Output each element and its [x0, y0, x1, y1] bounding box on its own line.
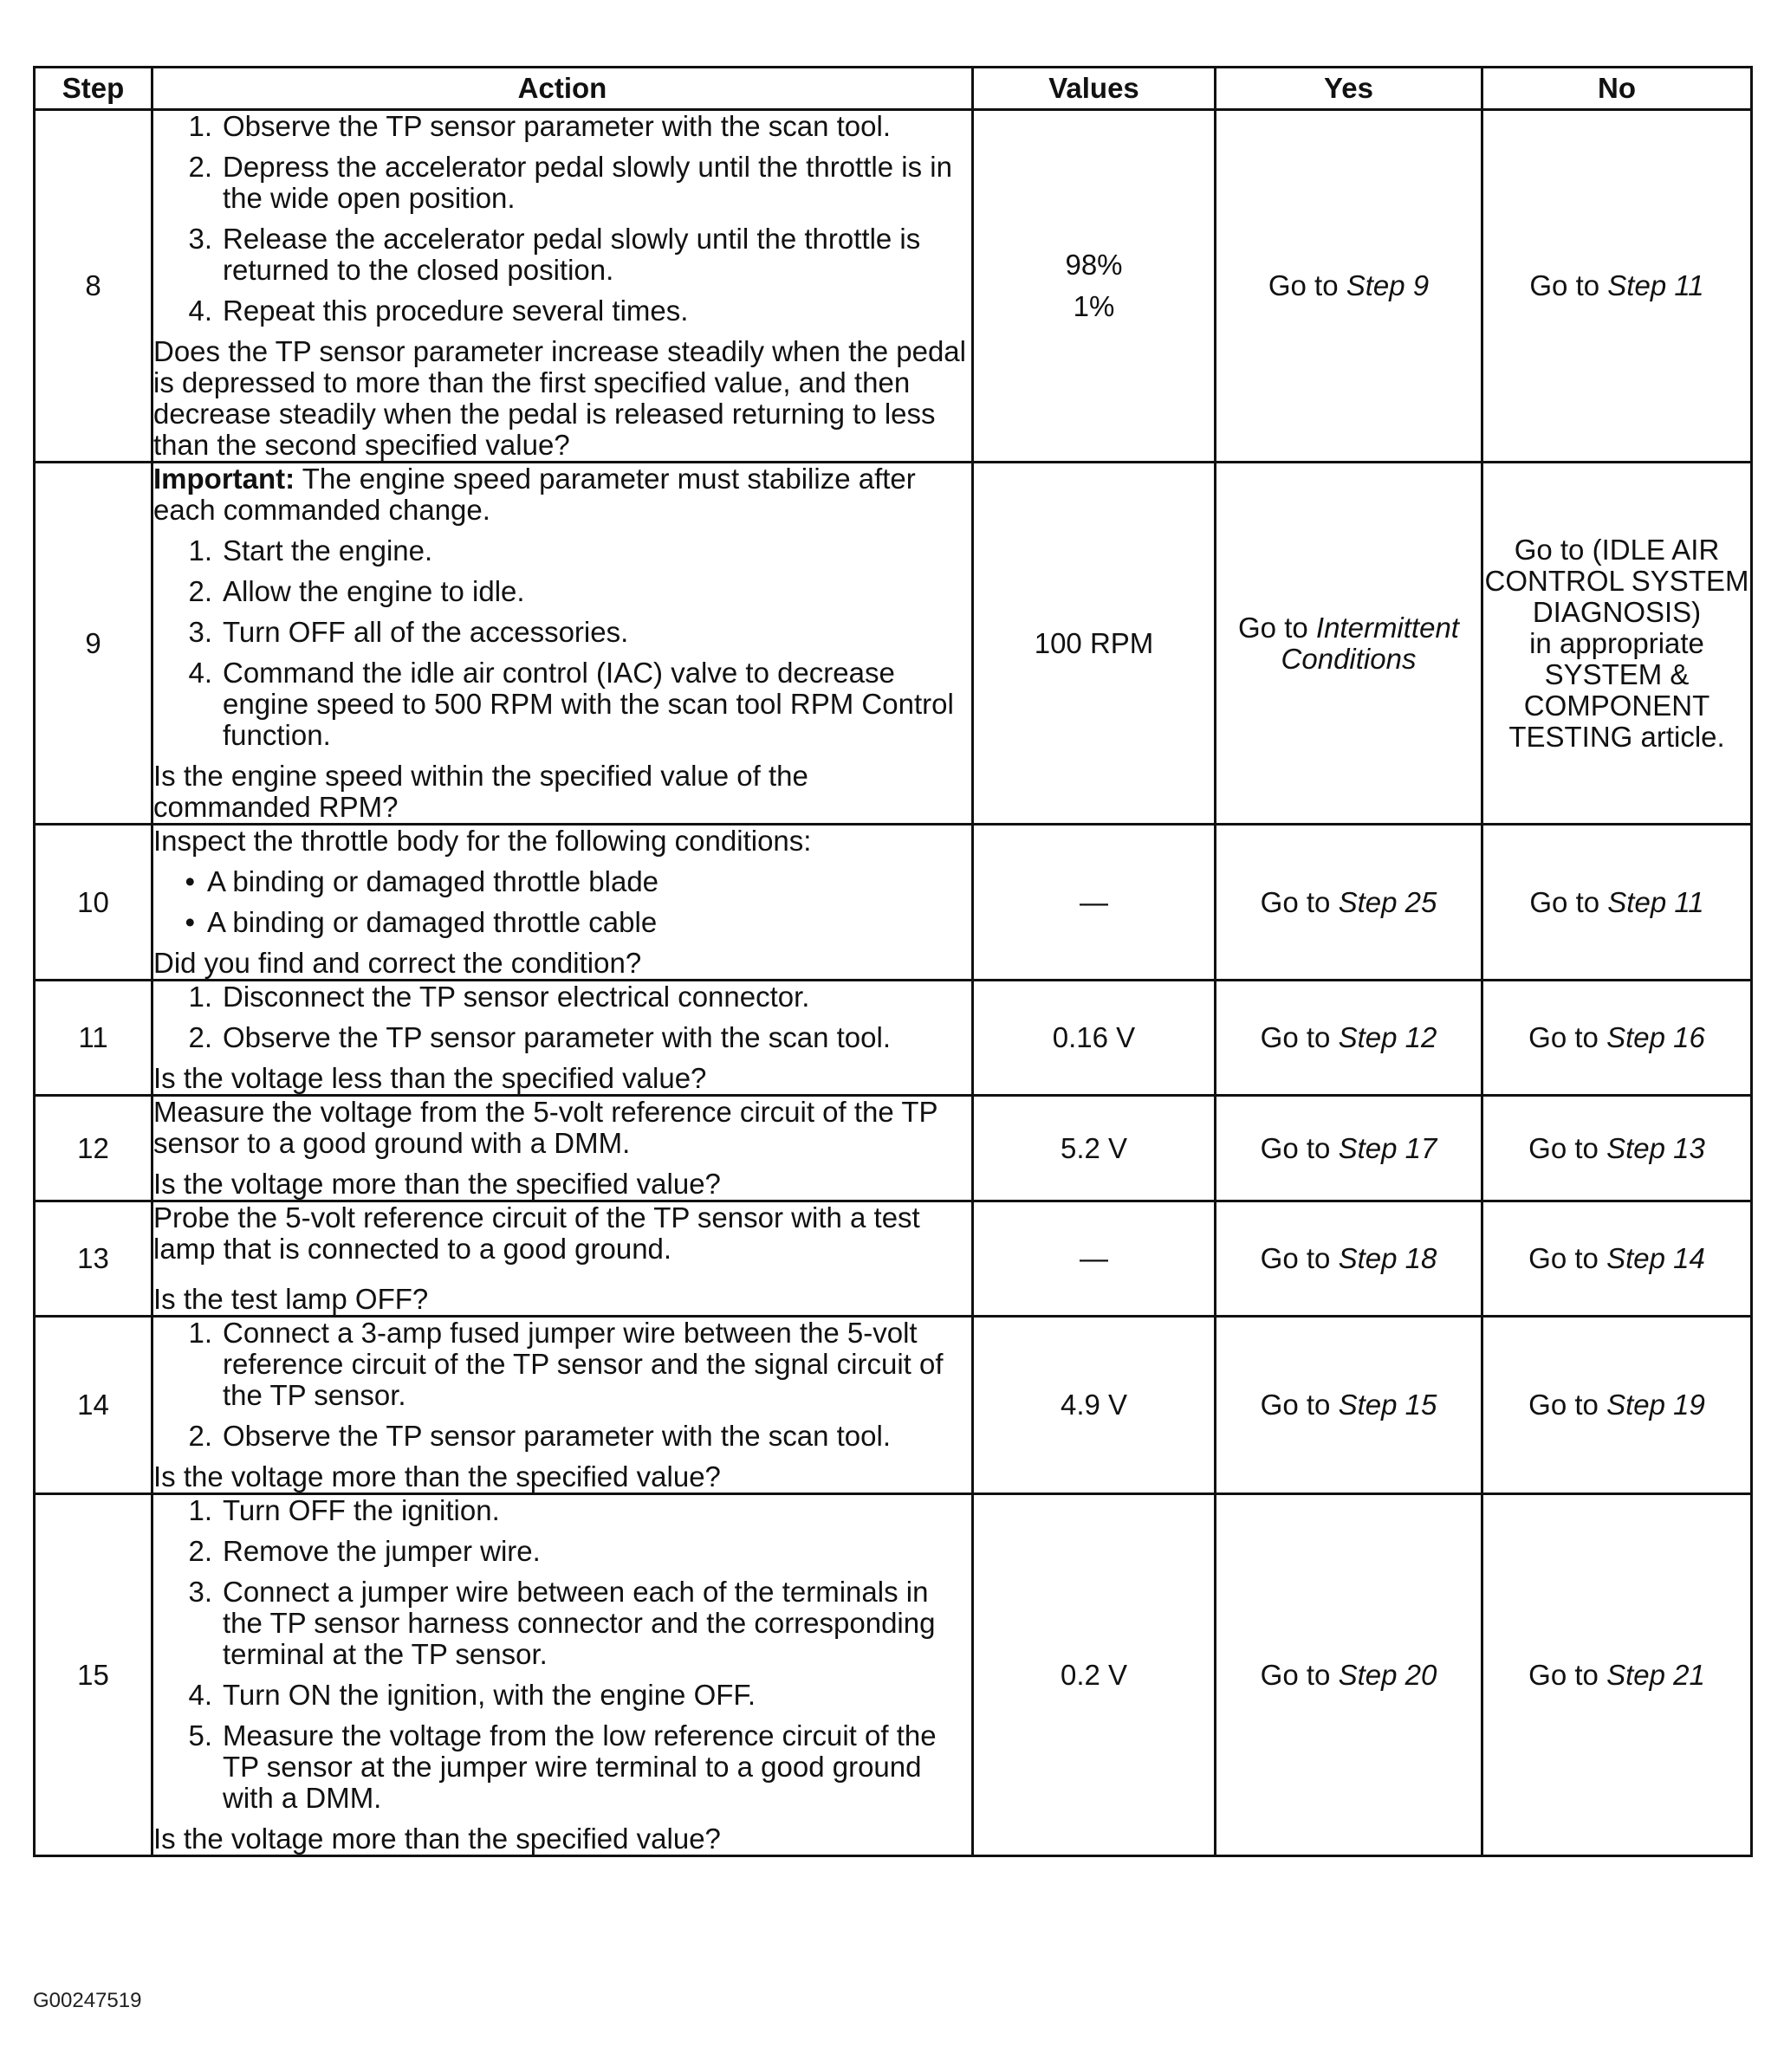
- action-item: [153, 223, 971, 286]
- item-number: 1.: [188, 534, 212, 567]
- yes-link[interactable]: Step 17: [1338, 1131, 1437, 1164]
- item-text: Measure the voltage from the low reference circuit of the TP sensor at the jumper wire terminal to a good ground with a DMM.: [223, 1719, 937, 1814]
- action-item: [153, 295, 971, 327]
- values-cell: [973, 110, 1216, 463]
- action-item: [153, 576, 971, 607]
- values-cell: 100 RPM: [973, 463, 1216, 825]
- yes-prefix: Go to: [1260, 1131, 1339, 1164]
- no-cell: [1482, 110, 1752, 463]
- yes-prefix: Go to: [1260, 1021, 1339, 1053]
- no-prefix: Go to: [1528, 1021, 1607, 1053]
- action-question: Is the voltage more than the specified value?: [153, 1823, 721, 1855]
- action-item: [153, 657, 971, 751]
- action-item: [153, 1022, 971, 1053]
- action-cell: [152, 981, 973, 1096]
- action-item: [153, 535, 971, 567]
- yes-cell: [1216, 1201, 1482, 1317]
- yes-cell: [1216, 1317, 1482, 1494]
- values-cell: —: [973, 825, 1216, 981]
- item-number: 3.: [188, 223, 212, 255]
- item-text: Connect a 3-amp fused jumper wire between the 5-volt reference circuit of the TP sensor and the signal circuit of the TP sensor.: [223, 1317, 944, 1411]
- no-line: TESTING article.: [1508, 720, 1725, 753]
- item-text: Depress the accelerator pedal slowly until the throttle is in the wide open position.: [223, 151, 952, 214]
- action-item: [153, 152, 971, 214]
- action-cell: [152, 463, 973, 825]
- yes-link[interactable]: Step 18: [1338, 1242, 1437, 1274]
- header-yes: Yes: [1216, 68, 1482, 110]
- no-link[interactable]: Step 21: [1606, 1658, 1705, 1691]
- item-number: 2.: [188, 1420, 212, 1452]
- condition-item: [153, 866, 971, 897]
- item-text: Release the accelerator pedal slowly until the throttle is returned to the closed position.: [223, 223, 921, 286]
- item-number: 1.: [188, 110, 212, 142]
- action-item: [153, 1318, 971, 1411]
- no-prefix: Go to: [1529, 885, 1608, 918]
- yes-prefix: Go to: [1260, 1658, 1339, 1691]
- condition-list: [153, 866, 971, 938]
- step-number: 11: [35, 981, 152, 1096]
- value-second: 1%: [1073, 290, 1115, 322]
- header-action: Action: [152, 68, 973, 110]
- item-text: Turn OFF the ignition.: [223, 1494, 500, 1526]
- action-item: [153, 617, 971, 648]
- item-number: 2.: [188, 1021, 212, 1053]
- action-question: Is the voltage more than the specified value?: [153, 1168, 721, 1200]
- item-text: Command the idle air control (IAC) valve to decrease engine speed to 500 RPM with the scan tool RPM Control function.: [223, 657, 954, 751]
- item-text: Allow the engine to idle.: [223, 575, 525, 607]
- no-cell[interactable]: [1482, 463, 1752, 825]
- action-cell: [152, 110, 973, 463]
- item-text: Turn OFF all of the accessories.: [223, 616, 629, 648]
- action-cell: [152, 825, 973, 981]
- yes-cell: [1216, 463, 1482, 825]
- figure-id: G00247519: [33, 1989, 142, 2012]
- item-number: 1.: [188, 1317, 212, 1349]
- bullet-mark: •: [185, 865, 195, 897]
- step-number: 10: [35, 825, 152, 981]
- no-link[interactable]: Step 16: [1606, 1021, 1705, 1053]
- action-cell: [152, 1317, 973, 1494]
- yes-link[interactable]: Step 25: [1338, 885, 1437, 918]
- action-question: Is the test lamp OFF?: [153, 1283, 429, 1315]
- item-text: Start the engine.: [223, 534, 433, 567]
- yes-link[interactable]: Intermittent Conditions: [1281, 611, 1459, 675]
- values-cell: 0.2 V: [973, 1494, 1216, 1856]
- item-number: 5.: [188, 1719, 212, 1751]
- no-cell: [1482, 1494, 1752, 1856]
- table-row-step-8: [35, 110, 1752, 463]
- item-text: A binding or damaged throttle cable: [207, 906, 658, 938]
- no-cell: [1482, 1317, 1752, 1494]
- table-header-row: [35, 68, 1752, 110]
- item-text: Remove the jumper wire.: [223, 1535, 541, 1567]
- item-number: 4.: [188, 1679, 212, 1711]
- important-note: [153, 463, 971, 526]
- table-row-step-11: [35, 981, 1752, 1096]
- action-question: Does the TP sensor parameter increase steadily when the pedal is depressed to more than the first specified value, and then decrease steadily when the pedal is released returning to less than the second specified value?: [153, 335, 966, 461]
- action-list: [153, 111, 971, 327]
- yes-prefix: Go to: [1268, 269, 1346, 301]
- item-number: 4.: [188, 657, 212, 689]
- no-line: DIAGNOSIS): [1532, 595, 1702, 628]
- no-line: COMPONENT: [1523, 689, 1710, 722]
- yes-prefix: Go to: [1260, 885, 1339, 918]
- item-number: 2.: [188, 151, 212, 183]
- item-number: 2.: [188, 1535, 212, 1567]
- table-row-step-14: [35, 1317, 1752, 1494]
- no-prefix: Go to: [1529, 269, 1608, 301]
- yes-link[interactable]: Step 12: [1338, 1021, 1437, 1053]
- item-number: 1.: [188, 1494, 212, 1526]
- item-text: A binding or damaged throttle blade: [207, 865, 659, 897]
- yes-cell: [1216, 981, 1482, 1096]
- step-number: 13: [35, 1201, 152, 1317]
- no-link[interactable]: Step 11: [1607, 885, 1704, 918]
- yes-prefix: Go to: [1260, 1242, 1339, 1274]
- no-link[interactable]: Step 14: [1606, 1242, 1705, 1274]
- action-question: Is the voltage more than the specified value?: [153, 1460, 721, 1492]
- yes-link[interactable]: Step 9: [1346, 269, 1430, 301]
- table-row-step-9: [35, 463, 1752, 825]
- no-line: SYSTEM &: [1544, 657, 1690, 690]
- yes-link[interactable]: Step 20: [1338, 1658, 1437, 1691]
- item-text: Repeat this procedure several times.: [223, 295, 689, 327]
- action-item: [153, 1720, 971, 1814]
- step-number: 9: [35, 463, 152, 825]
- action-intro: Measure the voltage from the 5-volt reference circuit of the TP sensor to a good ground with a DMM.: [153, 1096, 937, 1159]
- action-cell: [152, 1096, 973, 1201]
- step-number: 8: [35, 110, 152, 463]
- bullet-mark: •: [185, 906, 195, 938]
- item-number: 3.: [188, 616, 212, 648]
- no-prefix: Go to: [1528, 1242, 1607, 1274]
- action-list: [153, 535, 971, 751]
- header-values: Values: [973, 68, 1216, 110]
- no-link[interactable]: Step 19: [1606, 1389, 1705, 1421]
- yes-cell: [1216, 1096, 1482, 1201]
- action-item: [153, 111, 971, 142]
- diagnostic-table: [33, 66, 1753, 1857]
- action-list: [153, 1495, 971, 1814]
- item-text: Disconnect the TP sensor electrical connector.: [223, 981, 810, 1013]
- no-prefix: Go to: [1528, 1131, 1607, 1164]
- action-item: [153, 1577, 971, 1670]
- no-cell: [1482, 981, 1752, 1096]
- action-question: Is the engine speed within the specified value of the commanded RPM?: [153, 760, 808, 823]
- yes-cell: [1216, 1494, 1482, 1856]
- values-cell: —: [973, 1201, 1216, 1317]
- no-line: Go to (IDLE AIR: [1514, 533, 1720, 566]
- table-row-step-12: [35, 1096, 1752, 1201]
- yes-prefix: Go to: [1260, 1389, 1339, 1421]
- action-question: Is the voltage less than the specified value?: [153, 1062, 707, 1094]
- important-text: The engine speed parameter must stabilize after each commanded change.: [153, 463, 916, 526]
- action-list: [153, 1318, 971, 1452]
- item-text: Observe the TP sensor parameter with the scan tool.: [223, 1420, 892, 1452]
- action-cell: [152, 1201, 973, 1317]
- action-intro: Probe the 5-volt reference circuit of the TP sensor with a test lamp that is connected to a good ground.: [153, 1201, 920, 1265]
- table-row-step-10: [35, 825, 1752, 981]
- item-text: Turn ON the ignition, with the engine OFF.: [223, 1679, 756, 1711]
- no-line: in appropriate: [1529, 626, 1704, 659]
- value-first: 98%: [1065, 249, 1123, 281]
- item-text: Observe the TP sensor parameter with the scan tool.: [223, 1021, 892, 1053]
- table-row-step-15: [35, 1494, 1752, 1856]
- header-step: Step: [35, 68, 152, 110]
- item-number: 2.: [188, 575, 212, 607]
- no-line: CONTROL SYSTEM: [1484, 564, 1749, 597]
- yes-link[interactable]: Step 15: [1338, 1389, 1437, 1421]
- no-prefix: Go to: [1528, 1389, 1607, 1421]
- action-item: [153, 1536, 971, 1567]
- item-number: 4.: [188, 295, 212, 327]
- action-list: [153, 981, 971, 1053]
- no-cell: [1482, 1096, 1752, 1201]
- values-cell: 4.9 V: [973, 1317, 1216, 1494]
- header-no: No: [1482, 68, 1752, 110]
- action-item: [153, 1495, 971, 1526]
- no-link[interactable]: Step 11: [1607, 269, 1704, 301]
- yes-cell: [1216, 110, 1482, 463]
- no-link[interactable]: Step 13: [1606, 1131, 1705, 1164]
- no-prefix: Go to: [1528, 1658, 1607, 1691]
- action-item: [153, 1421, 971, 1452]
- step-number: 14: [35, 1317, 152, 1494]
- item-text: Observe the TP sensor parameter with the scan tool.: [223, 110, 892, 142]
- item-number: 1.: [188, 981, 212, 1013]
- values-cell: 5.2 V: [973, 1096, 1216, 1201]
- item-text: Connect a jumper wire between each of the terminals in the TP sensor harness connector and the corresponding terminal at the TP sensor.: [223, 1576, 936, 1670]
- action-question: Did you find and correct the condition?: [153, 947, 642, 979]
- action-intro: Inspect the throttle body for the following conditions:: [153, 825, 812, 857]
- important-label: Important:: [153, 463, 295, 495]
- yes-prefix: Go to: [1238, 611, 1316, 644]
- action-item: [153, 1680, 971, 1711]
- no-cell: [1482, 1201, 1752, 1317]
- values-cell: 0.16 V: [973, 981, 1216, 1096]
- action-item: [153, 981, 971, 1013]
- no-cell: [1482, 825, 1752, 981]
- diagnostic-table-container: [33, 66, 1750, 1857]
- step-number: 15: [35, 1494, 152, 1856]
- condition-item: [153, 907, 971, 938]
- item-number: 3.: [188, 1576, 212, 1608]
- yes-cell: [1216, 825, 1482, 981]
- table-row-step-13: [35, 1201, 1752, 1317]
- step-number: 12: [35, 1096, 152, 1201]
- action-cell: [152, 1494, 973, 1856]
